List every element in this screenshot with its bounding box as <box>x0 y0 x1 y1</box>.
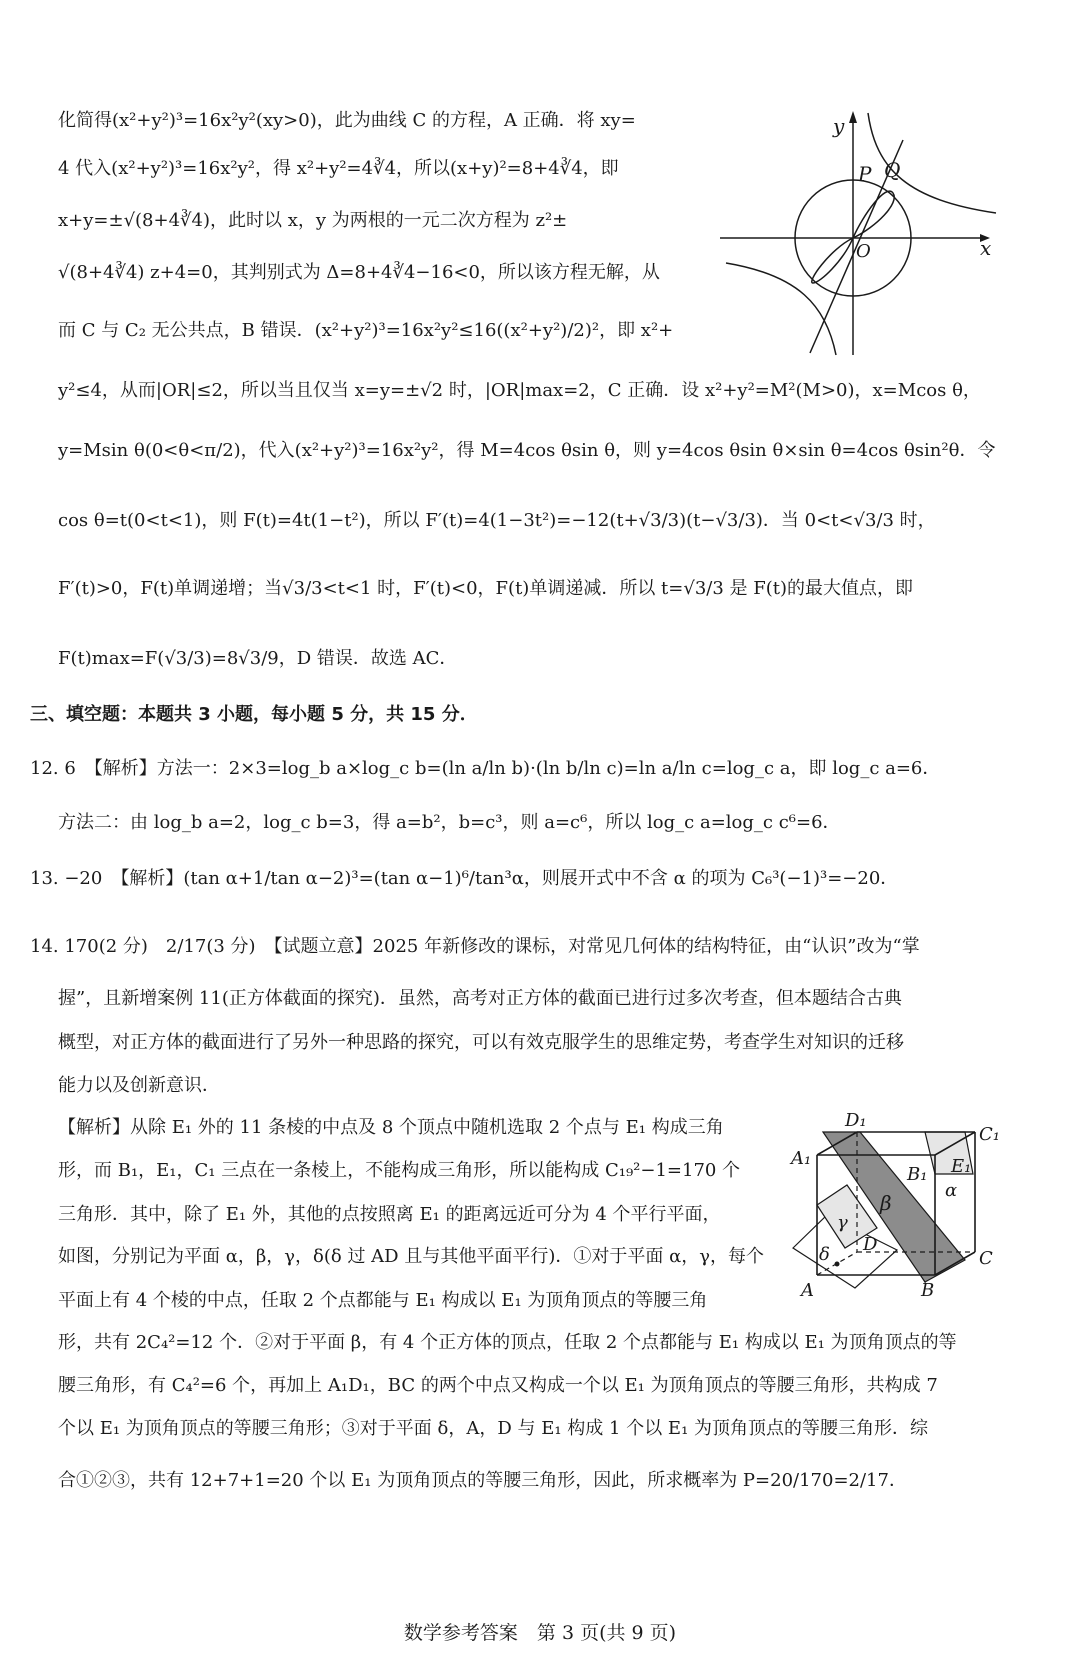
q14-line-7: 三角形．其中，除了 E₁ 外，其他的点按照离 E₁ 的距离远近可分为 4 个平行平面， <box>58 1204 721 1225</box>
p11-line-1: 化简得(x²+y²)³=16x²y²(xy>0)，此为曲线 C 的方程，A 正确．将 xy= <box>58 110 636 131</box>
q14-line-12: 个以 E₁ 为顶角顶点的等腰三角形；③对于平面 δ，A，D 与 E₁ 构成 1 个以 E₁ 为顶角顶点的等腰三角形．综 <box>58 1418 928 1439</box>
curve-figure <box>718 105 1003 360</box>
q14-line-5: 【解析】从除 E₁ 外的 11 条棱的中点及 8 个顶点中随机选取 2 个点与 E₁ 构成三角 <box>58 1117 724 1138</box>
label-Q: Q <box>884 158 901 182</box>
q14-line-11: 腰三角形，有 C₄²=6 个，再加上 A₁D₁，BC 的两个中点又构成一个以 E₁ 为顶角顶点的等腰三角形，共构成 7 <box>58 1375 938 1396</box>
p11-line-8: cos θ=t(0<t<1)，则 F(t)=4t(1−t²)，所以 F′(t)=4(1−3t²)=−12(t+√3/3)(t−√3/3)．当 0<t<√3/3 时， <box>58 510 936 531</box>
label-D: D <box>863 1234 878 1255</box>
label-D1: D₁ <box>845 1110 867 1131</box>
q12-line-1: 12. 6 【解析】方法一：2×3=log_b a×log_c b=(ln a/ln b)·(ln b/ln c)=ln a/ln c=log_c a，即 log_c a=6． <box>30 758 941 779</box>
label-B: B <box>921 1280 935 1301</box>
q14-line-10: 形，共有 2C₄²=12 个．②对于平面 β，有 4 个正方体的顶点，任取 2 个点都能与 E₁ 构成以 E₁ 为顶角顶点的等 <box>58 1332 957 1353</box>
label-gamma: γ <box>837 1212 848 1233</box>
q14-line-13: 合①②③，共有 12+7+1=20 个以 E₁ 为顶角顶点的等腰三角形，因此，所求概率为 P=20/170=2/17． <box>58 1470 907 1491</box>
q14-line-4: 能力以及创新意识． <box>58 1075 220 1096</box>
q14-line-8: 如图，分别记为平面 α，β，γ，δ(δ 过 AD 且与其他平面平行)．①对于平面 α，γ，每个 <box>58 1246 764 1267</box>
q13-line-1: 13. −20 【解析】(tan α+1/tan α−2)³=(tan α−1)⁶/tan³α，则展开式中不含 α 的项为 C₆³(−1)³=−20． <box>30 868 899 889</box>
q14-line-1: 14. 170(2 分) 2/17(3 分) 【试题立意】2025 年新修改的课标，对常见几何体的结构特征，由“认识”改为“掌 <box>30 936 920 957</box>
p11-line-2: 4 代入(x²+y²)³=16x²y²，得 x²+y²=4∛4，所以(x+y)²=8+4∛4，即 <box>58 158 619 179</box>
label-A: A <box>801 1280 814 1301</box>
label-E1: E₁ <box>951 1156 972 1177</box>
q14-line-3: 概型，对正方体的截面进行了另外一种思路的探究，可以有效克服学生的思维定势，考查学生对知识的迁移 <box>58 1032 904 1053</box>
label-y: y <box>833 114 845 138</box>
q14-line-9: 平面上有 4 个棱的中点，任取 2 个点都能与 E₁ 构成以 E₁ 为顶角顶点的等腰三角 <box>58 1290 708 1311</box>
label-C: C <box>979 1248 993 1269</box>
p11-line-4: √(8+4∛4) z+4=0，其判别式为 Δ=8+4∛4−16<0，所以该方程无解，从 <box>58 262 660 283</box>
point-dot <box>835 1262 840 1267</box>
p11-line-3: x+y=±√(8+4∛4)，此时以 x，y 为两根的一元二次方程为 z²± <box>58 210 568 231</box>
p11-line-10: F(t)max=F(√3/3)=8√3/9，D 错误．故选 AC． <box>58 648 458 669</box>
label-B1: B₁ <box>907 1164 928 1185</box>
p11-line-6: y²≤4，从而|OR|≤2，所以当且仅当 x=y=±√2 时，|OR|max=2，C 正确．设 x²+y²=M²(M>0)，x=Mcos θ， <box>58 380 981 401</box>
label-alpha: α <box>945 1180 958 1201</box>
y-axis-arrow <box>849 111 857 123</box>
q14-line-6: 形，而 B₁，E₁，C₁ 三点在一条棱上，不能构成三角形，所以能构成 C₁₉²−1=170 个 <box>58 1160 741 1181</box>
p11-line-5: 而 C 与 C₂ 无公共点，B 错误．(x²+y²)³=16x²y²≤16((x²+y²)/2)²，即 x²+ <box>58 320 674 341</box>
label-A1: A₁ <box>791 1148 812 1169</box>
q12-line-2: 方法二：由 log_b a=2，log_c b=3，得 a=b²，b=c³，则 a=c⁶，所以 log_c a=log_c c⁶=6． <box>58 812 841 833</box>
label-x: x <box>980 236 992 260</box>
p11-line-9: F′(t)>0，F(t)单调递增；当√3/3<t<1 时，F′(t)<0，F(t)单调递减．所以 t=√3/3 是 F(t)的最大值点，即 <box>58 578 914 599</box>
hyperbola-branch-2 <box>726 263 836 355</box>
q14-line-2: 握”，且新增案例 11(正方体截面的探究)．虽然，高考对正方体的截面已进行过多次考查，但本题结合古典 <box>58 988 902 1009</box>
label-beta: β <box>880 1191 892 1215</box>
p11-line-7: y=Msin θ(0<θ<π/2)，代入(x²+y²)³=16x²y²，得 M=4cos θsin θ，则 y=4cos θsin θ×sin θ=4cos θsin²θ．令 <box>58 440 996 461</box>
page-footer: 数学参考答案 第 3 页(共 9 页) <box>403 1622 677 1644</box>
label-C1: C₁ <box>979 1124 1000 1145</box>
section-heading: 三、填空题：本题共 3 小题，每小题 5 分，共 15 分． <box>30 704 478 725</box>
label-O: O <box>856 241 871 262</box>
label-delta: δ <box>819 1244 830 1265</box>
label-P: P <box>858 162 872 186</box>
cube-figure <box>785 1110 1010 1310</box>
